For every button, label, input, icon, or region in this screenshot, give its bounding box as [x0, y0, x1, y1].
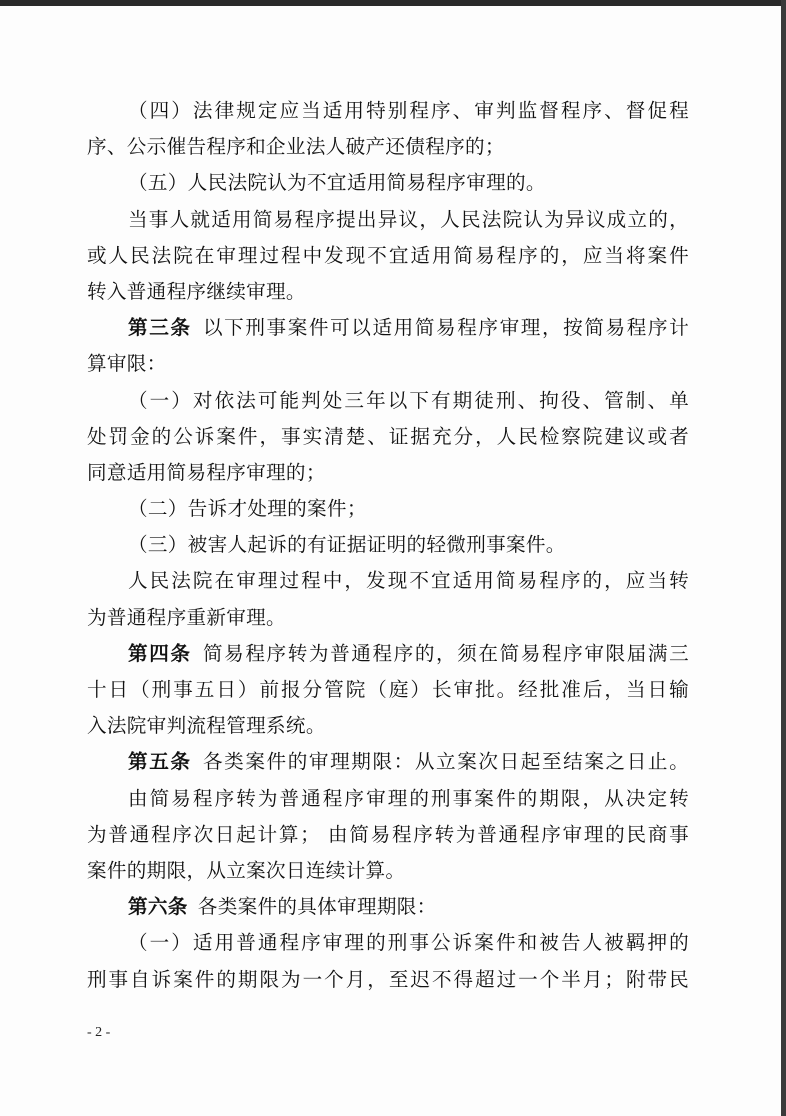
- text-line: [87, 925, 689, 961]
- page-number: - 2 -: [87, 1025, 111, 1040]
- article-heading: 第三条: [128, 316, 192, 340]
- text-line: [87, 419, 689, 455]
- text-line: [87, 708, 689, 744]
- text-line: [87, 563, 689, 599]
- line-text: 为普通程序次日起计算； 由简易程序转为普通程序审理的民商事: [87, 822, 689, 846]
- line-text: 由简易程序转为普通程序审理的刑事案件的期限，从决定转: [128, 786, 689, 810]
- line-text: 转入普通程序继续审理。: [87, 279, 306, 303]
- line-text: 人民法院在审理过程中，发现不宜适用简易程序的，应当转: [128, 569, 689, 593]
- line-text: 简易程序转为普通程序的，须在简易程序审限届满三: [201, 641, 690, 665]
- line-text: 入法院审判流程管理系统。: [87, 714, 326, 738]
- line-text: （四）法律规定应当适用特别程序、审判监督程序、督促程: [128, 99, 689, 122]
- line-text: （五）人民法院认为不宜适用简易程序审理的。: [128, 171, 546, 195]
- line-text: 各类案件的具体审理期限：: [197, 895, 437, 919]
- line-text: 以下刑事案件可以适用简易程序审理，按简易程序计: [201, 316, 690, 340]
- text-line: [87, 817, 689, 853]
- line-text: （三）被害人起诉的有证据证明的轻微刑事案件。: [128, 533, 566, 557]
- scan-border-right: [781, 0, 786, 1116]
- article-heading: 第六条: [128, 895, 188, 919]
- line-text: 各类案件的审理期限：从立案次日起至结案之日止。: [201, 750, 690, 774]
- article-heading: 第四条: [128, 641, 192, 665]
- line-text: 当事人就适用简易程序提出异议，人民法院认为异议成立的，: [128, 207, 689, 231]
- text-line: [87, 310, 689, 346]
- text-line: [87, 962, 689, 998]
- text-line: [87, 491, 689, 527]
- text-line: [87, 165, 689, 201]
- text-line: [87, 93, 689, 129]
- line-text: 十日（刑事五日）前报分管院（庭）长审批。经批准后，当日输: [87, 678, 689, 701]
- scan-border-top: [0, 0, 786, 6]
- text-line: [87, 781, 689, 817]
- text-line: [87, 202, 689, 238]
- line-text: 算审限：: [87, 352, 167, 376]
- text-line: [87, 672, 689, 708]
- line-text: 刑事自诉案件的期限为一个月，至迟不得超过一个半月；附带民: [87, 967, 689, 991]
- text-line: [87, 129, 689, 165]
- line-text: 序、公示催告程序和企业法人破产还债程序的；: [87, 135, 505, 159]
- text-line: [87, 853, 689, 889]
- text-line: [87, 636, 689, 672]
- line-text: 或人民法院在审理过程中发现不宜适用简易程序的，应当将案件: [87, 243, 689, 267]
- article-heading: 第五条: [128, 750, 192, 774]
- text-line: [87, 527, 689, 563]
- line-text: （二）告诉才处理的案件；: [128, 497, 367, 521]
- text-line: [87, 600, 689, 636]
- text-line: [87, 346, 689, 382]
- text-line: [87, 238, 689, 274]
- line-text: 同意适用简易程序审理的；: [87, 460, 326, 484]
- document-body: [87, 93, 689, 998]
- text-line: [87, 889, 689, 925]
- line-text: （一）对依法可能判处三年以下有期徒刑、拘役、管制、单: [128, 388, 689, 412]
- line-text: 为普通程序重新审理。: [87, 605, 286, 629]
- line-text: （一）适用普通程序审理的刑事公诉案件和被告人被羁押的: [128, 931, 689, 955]
- line-text: 案件的期限，从立案次日连续计算。: [87, 858, 406, 882]
- text-line: [87, 455, 689, 491]
- text-line: [87, 274, 689, 310]
- text-line: [87, 744, 689, 780]
- text-line: [87, 383, 689, 419]
- line-text: 处罚金的公诉案件，事实清楚、证据充分，人民检察院建议或者: [87, 424, 689, 448]
